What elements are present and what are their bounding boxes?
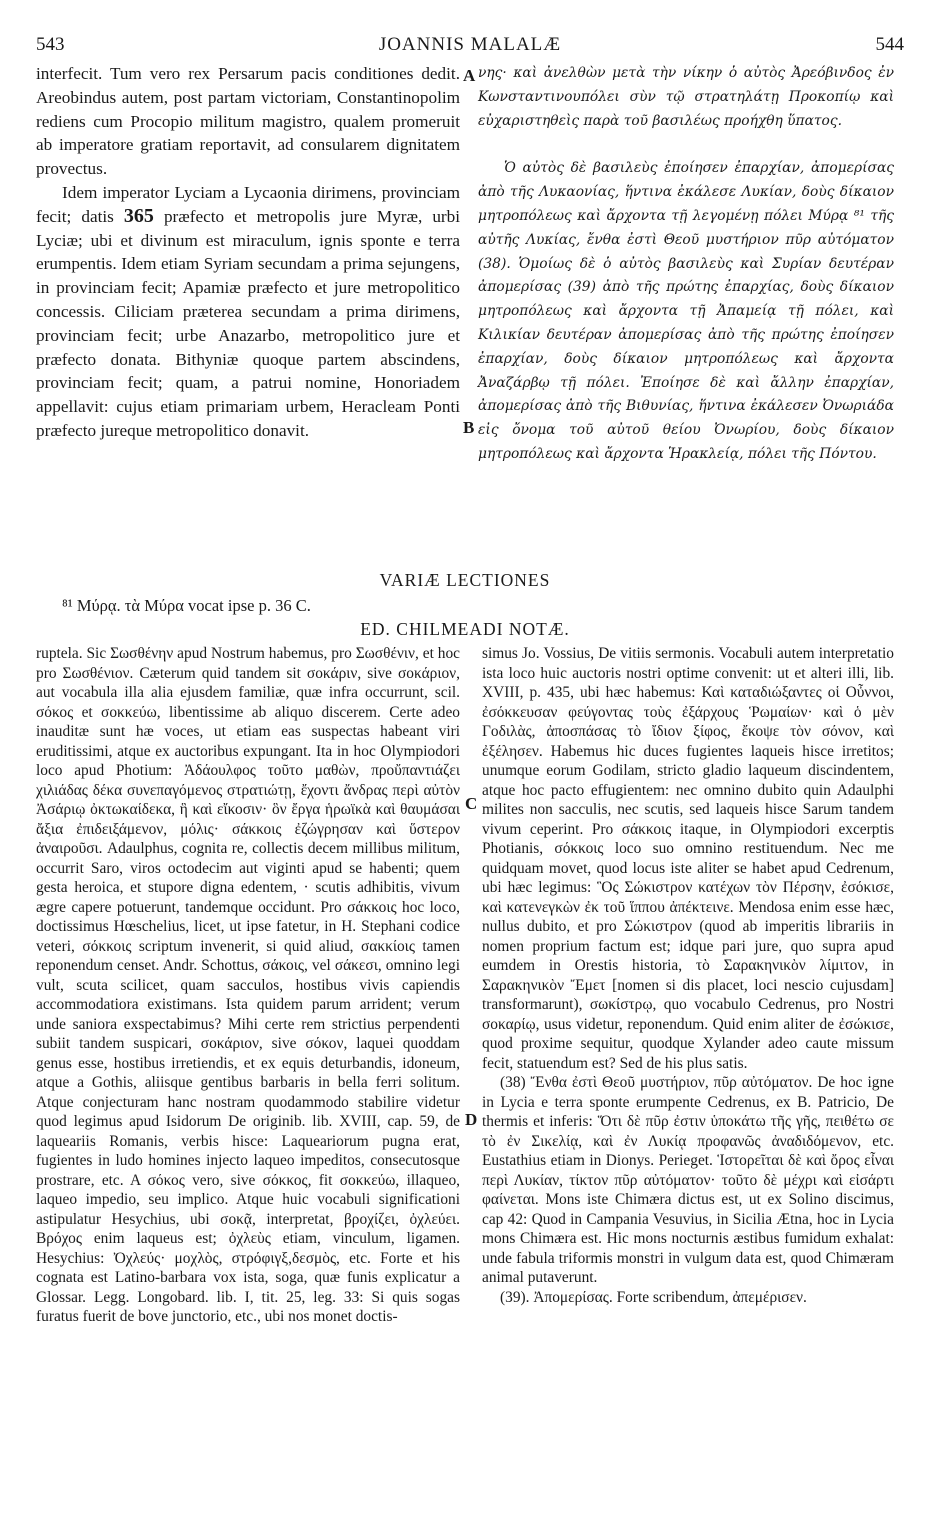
running-title: JOANNIS MALALÆ [378,34,562,55]
margin-letter-a: A [463,66,476,85]
variae-lectiones-title: VARIÆ LECTIONES [379,570,551,590]
latin-paragraph-2 [36,181,460,443]
margin-letter-b: B [463,418,475,437]
notes-right-text-1: simus Jo. Vossius, De vitiis sermonis. Vocabuli autem interpretatio ista loco huic auctoris nostri optime convenit: ut et alteri illi, lib. XVIII, p. 435, ubi hæc habemus: Καὶ καταδιώξαντες οἱ Οὖννοι, ἐσόκκευσαν φεύγοντας τοὺς ἐξάρχους Ῥωμαίων· καὶ ὁ μὲν Γοδιλὰς, ἀποσπάσας τὸ ἴδιον ξίφος, ἔκοψε τὸν σόνον, καὶ ἐξέλησεν. Habemus hic duces fugientes laqueis hisce irretitos; unumque eorum Godilam, stricto gladio laqueum discindentem, atque hoc pacto effugientem: nec omnino dubito quin Adaulphi milites non sacculis, nec scutis, sed laqueis hisce Sarum tandem vivum ceperint. Pro σάκκοις itaque, in Olympiodori excerptis Photianis, σόκκοις loco suo omnino restituendum. Nec me quidquam movet, quod locus iste aliter se habet apud Cedrenum, ubi hæc legimus: Ὃς Σώκιστρον κατέχων τὸν Πέρσην, ἐσόκισε, καὶ κατενεγκὼν ἐκ τοῦ ἵππου ἀπέκτεινε. Mendosa enim esse hæc, nullus dubito, et pro Σώκιστρον (quod ab imperitis librariis in nomen proprium factum est; idque pari jure, quo supra apud eumdem in Orestis historia, τὸ Σαρακηνικὸν λίμιτον, in Σαρακηνικὸν Ἔμετ [nomen si dis placet, loci nescio cujusdam] transformarunt), σωκίστρῳ, quo vocabulo Cedrenus, pro Nostri σοκαρίῳ, usus videtur, reponendum. Quid enim aliter de ἐσώκισε, quod proxime sequitur, quodque Xylander adeo caute missum fecit, statuendum est? Sed de his plus satis. [482,645,894,1072]
note-39: (39). Ἀπομερίσας. Forte scribendum, ἀπεμέρισεν. [500,1288,807,1306]
note-38: (38) Ἔνθα ἐστὶ Θεοῦ μυστήριον, πῦρ αὐτόματον. De hoc igne in Lycia e terra sponte erumpente Cedrenus, ex B. Patricio, De thermis et inferis: Ὅτι δὲ πῦρ ἐστιν ὑποκάτω τῆς γῆς, πειθέτω σε τὸ ἐν Σικελίᾳ, καὶ ἐν Λυκίᾳ προφανῶς ἀναδιδόμενον, etc. Eustathius etiam in Dionys. Perieget. Ἱστορεῖται δὲ καὶ ὄρος εἶναι περὶ Λυκίαν, τίκτον πῦρ αὐτόματον· τοῦτο δὲ μέχρι καὶ εἰσάρτι φαίνεται. Mons iste Chimæra dictus est, ut ex Solino discimus, cap 42: Quod in Campania Vesuvius, in Sicilia Ætna, hoc in Lycia mons Chimæra est. Hic mons nocturnis æstibus fumidum exhalat: unde fabula triformis monstri in vulgum data est, quod Chimæram animal putaverunt. [482,1074,894,1286]
latin-paragraph-2-end: præfecto et metropolis jure Myræ, urbi Lyciæ; ubi et divinum est miraculum, ignis sponte e terra erumpentis. Idem etiam Syriam secundam a prima sejungens, in provinciam fecit; Apamiæ præfecto et jure metropolitico concessis. Ciliciam præterea secundam a prima dirimens, provinciam fecit; urbe Anazarbo, metropolitico jure et præfecto donata. Bithyniæ quoque partem abscindens, provinciam fecit; quam, a patrui nomine, Honoriadem appellavit: cujus etiam primariam urbem, Heracleam Ponti præfecto jureque metropolitico donavit. [36,206,461,440]
running-header [36,34,904,58]
greek-text-column [478,62,894,467]
notes-title: ED. CHILMEADI NOTÆ. [360,619,570,639]
greek-paragraph-2: Ὁ αὐτὸς δὲ βασιλεὺς ἐποίησεν ἐπαρχίαν, ἀπομερίσας ἀπὸ τῆς Λυκαονίας, ἥντινα ἐκάλεσε Λυκίαν, δοὺς δίκαιον μητροπόλεως καὶ ἄρχοντα τῇ λεγομένῃ πόλει Μύρᾳ ⁸¹ τῆς αὐτῆς Λυκίας, ἔνθα ἐστὶ Θεοῦ μυστήριον πῦρ αὐτόματον (38). Ὁμοίως δὲ ὁ αὐτὸς βασιλεὺς καὶ Συρίαν δευτέραν ἀπομερίσας (39) ἀπὸ τῆς πρώτης ἐπαρχίας, δοὺς δίκαιον μητροπόλεως καὶ ἄρχοντα τῇ Ἀπαμείᾳ τῇ πόλει, καὶ Κιλικίαν δευτέραν ἀπομερίσας ἀπὸ τῆς πρώτης ἐποίησεν ἐπαρχίαν, δοὺς δίκαιον μητροπόλεως καὶ ἄρχοντα Ἀναζάρβῳ τῇ πόλει. Ἐποίησε δὲ καὶ ἄλλην ἐπαρχίαν, ἀπομερίσας ἀπὸ τῆς Βιθυνίας, ἥντινα ἐκάλεσεν Ὀνωριάδα εἰς ὄνομα τοῦ αὐτοῦ θείου Ὀνωρίου, δοὺς δίκαιον μητροπόλεως καὶ ἄρχοντα Ἡρακλείᾳ, πόλει τῆς Πόντου. [478,160,894,462]
variae-lectiones-entry: ⁸¹ Μύρᾳ. τὰ Μύρα vocat ipse p. 36 C. [62,596,311,615]
margin-letter-c: C [465,794,478,813]
notes-left-text: ruptela. Sic Σωσθένην apud Nostrum habemus, pro Σωσθένιν, et hoc pro Σωσθένιον. Cæterum quid tandem sit σοκάριν, sive σοκάριον, aut vocabula illa alia ejusdem familiæ, quæ infra occurrunt, scil. σόκος et σοκκεύω, libentissime ab aliquo discerem. Certe adeo inauditæ sunt hæ voces, ut etiam eas suspectas habeant viri eruditissimi, atque ex auctoribus expungant. Ita in hoc Olympiodori loco apud Photium: Ἀδάουλφος τοῦτο μαθὼν, προὔπαντιάζει χιλιάδας δέκα συνεπαγόμενος στρατιώτῃ, ἔχοντι ἄνδρας περὶ αὐτὸν Ἀσάριῳ ὀκτωκαίδεκα, ἣ καὶ εἴκοσιν· ὃν ἔργα ἡρωϊκὰ καὶ θαυμάσαι ἄξια ἐπιδειξάμενον, μόλις· σάκκοις ἐζώγρησαν καὶ ὕστερον ἀναιροῦσι. Adaulphus, cognita re, collectis decem millibus militum, occurrit Saro, viros octodecim aut viginti apud se habenti; quem gesta heroica, et stupore digna edentem, · scutis adhibitis, vivum ægre capere potuerunt, tandemque occidunt. Pro σάκκοις hoc loco, doctissimus Hœschelius, licet, ut ipse fatetur, in H. Stephani codice veteri, σόκκοις scriptum invenerit, si quid aliud, σακκίοις tamen reponendum censet. Andr. Schottus, σάκοις, vel σάκεσι, omnino legi vult, scuta scilicet, quam sacculos, hostibus vivis capiendis accommodatiora existimans. Ista quidem parum arrident; verum unde saniora exspectabimus? Mihi certe rem strictius perpendenti subiit tandem suspicari, σοκάριον, sive σόκον, laquei quoddam genus esse, hostibus irretiendis, et ex equis deturbandis, idoneum, atque a Gothis, aliisque gentibus barbaris in bella ferri solitum. Atque conjecturam hanc nostram quodammodo stabilire videtur quod legimus apud Isidorum De originib. lib. XVIII, cap. 59, de laqueariis Romanis, verbis hisce: Laqueariorum pugna erat, fugientes in ludo homines injecto laqueo impeditos, consecutosque prostrare, etc. A σόκος vero, sive σόκκος, fit σοκκεύω, illaqueo, laqueo impedio, seu implico. Atque huic vocabuli significationi astipulatur Hesychius, ubi σοκᾷ, interpretat, βροχίζει, ὀχλεύει. Βρόχος enim laqueus est; ὀχλεὺς etiam, vinculum, ligamen. Hesychius: Ὀχλεύς· μοχλὸς, στρόφιγξ,δεσμὸς, etc. Forte et his cognata est Latino-barbara vox ista, soga, quæ funis explicatur a Glossar. Legg. Longobard. lib. I, tit. 25, leg. 33: Si quis sogas furatus fuerit de bove junctorio, etc., ubi nos monet doctis- [36,645,460,1325]
notes-left-column [36,644,460,1327]
page-mark: 365 [123,204,154,227]
latin-paragraph-2-start: Idem imperator Lyciam a Lycaonia dirimens, provinciam fecit; datis [36,182,460,226]
latin-paragraph-1: interfecit. Tum vero rex Persarum pacis conditiones dedit. Areobindus autem, post partam victoriam, Constantinopolim rediens cum Procopio militum magistro, qualem promeruit ab imperatore gratiam reportavit, ad consularem dignitatem provectus. [36,64,460,179]
latin-text-column [36,62,460,443]
margin-letter-d: D [465,1110,478,1129]
notes-right-column [482,644,894,1307]
left-page-number: 543 [36,34,65,55]
right-page-number: 544 [875,34,904,55]
greek-paragraph-1: νης· καὶ ἀνελθὼν μετὰ τὴν νίκην ὁ αὐτὸς Ἀρεόβινδος ἐν Κωνσταντινουπόλει σὺν τῷ στρατηλάτῃ Προκοπίῳ καὶ εὐχαριστηθεὶς παρὰ τοῦ βασιλέως προήχθη ὕπατος. [478,65,894,129]
